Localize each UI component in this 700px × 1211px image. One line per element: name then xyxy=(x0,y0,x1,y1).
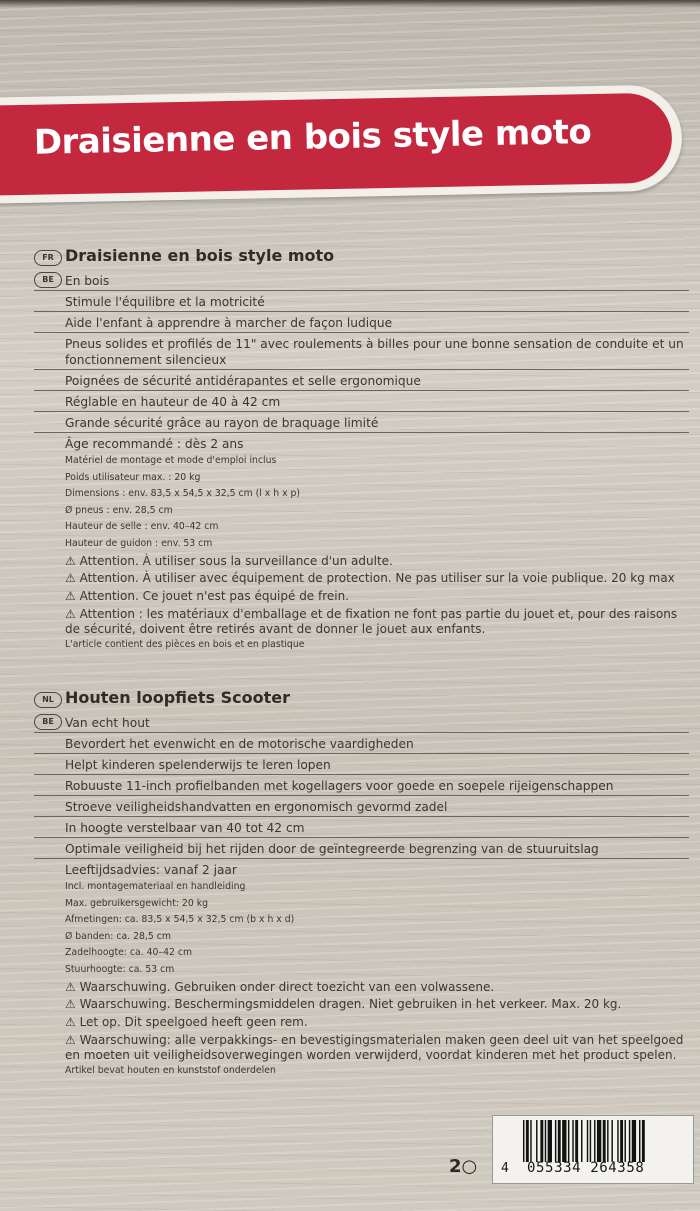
section-fr xyxy=(34,246,689,654)
warning-line: ⚠ Attention. À utiliser sous la surveillance d'un adulte. xyxy=(65,553,393,568)
barcode-bar xyxy=(530,1120,531,1162)
spec-line: Dimensions : env. 83,5 x 54,5 x 32,5 cm (l x h x p) xyxy=(65,488,301,500)
barcode-bar xyxy=(545,1120,546,1162)
feature-line: Âge recommandé : dès 2 ans xyxy=(65,437,244,451)
feature-line: Helpt kinderen spelenderwijs te leren lopen xyxy=(34,754,689,775)
spec-line: Hauteur de guidon : env. 53 cm xyxy=(65,537,213,549)
barcode-bar xyxy=(590,1120,591,1162)
material-note: L'article contient des pièces en bois et en plastique xyxy=(65,639,305,651)
barcode-bar xyxy=(562,1120,566,1162)
warning-line: ⚠ Attention. Ce jouet n'est pas équipé de frein. xyxy=(65,588,350,603)
spec-line: Ø banden: ca. 28,5 cm xyxy=(65,930,171,942)
barcode xyxy=(492,1115,694,1184)
barcode-bar xyxy=(620,1120,623,1162)
barcode-bar xyxy=(575,1120,578,1162)
spec-line: Poids utilisateur max. : 20 kg xyxy=(65,471,201,483)
warning-line: ⚠ Attention : les matériaux d'emballage et de fixation ne font pas partie du jouet et, pour des raisons de sécurité, doivent être retirés avant de donner le jouet aux enfants. xyxy=(65,607,678,637)
barcode-bar xyxy=(523,1120,524,1162)
feature-line: Leeftijdsadvies: vanaf 2 jaar xyxy=(65,863,237,877)
material-note: Artikel bevat houten en kunststof onderdelen xyxy=(65,1065,276,1077)
barcode-bar xyxy=(597,1120,601,1162)
barcode-bar xyxy=(607,1120,608,1162)
recycle-mark: 2○ xyxy=(449,1156,478,1177)
barcode-bar xyxy=(526,1120,529,1162)
barcode-bar xyxy=(555,1120,556,1162)
feature-line: In hoogte verstelbaar van 40 tot 42 cm xyxy=(34,817,689,838)
badge-fr: FR xyxy=(34,250,62,266)
barcode-bar xyxy=(572,1120,573,1162)
feature-line: En bois xyxy=(34,270,689,291)
barcode-bar xyxy=(568,1120,569,1162)
barcode-bar xyxy=(581,1120,582,1162)
feature-line: Réglable en hauteur de 40 à 42 cm xyxy=(34,391,689,412)
warning-line: ⚠ Waarschuwing: alle verpakkings- en bevestigingsmaterialen maken geen deel uit van het speelgoed en moeten uit veiligheidsoverwegingen worden verwijderd, voordat kinderen met het product spelen. xyxy=(65,1033,684,1063)
barcode-bar xyxy=(540,1120,543,1162)
warning-line: ⚠ Let op. Dit speelgoed heeft geen rem. xyxy=(65,1014,308,1029)
badge-nl: NL xyxy=(34,692,62,708)
barcode-bar xyxy=(625,1120,626,1162)
spec-line: Hauteur de selle : env. 40–42 cm xyxy=(65,521,219,533)
feature-line: Stroeve veiligheidshandvatten en ergonomisch gevormd zadel xyxy=(34,796,689,817)
section-nl-heading xyxy=(34,688,689,712)
barcode-bar xyxy=(617,1120,618,1162)
barcode-bar xyxy=(558,1120,561,1162)
barcode-bar xyxy=(594,1120,595,1162)
feature-line: Poignées de sécurité antidérapantes et selle ergonomique xyxy=(34,370,689,391)
list-item xyxy=(34,270,689,291)
title-banner xyxy=(0,84,683,204)
feature-line: Robuuste 11-inch profielbanden met kogellagers voor goede en soepele rijeigenschappen xyxy=(34,775,689,796)
section-fr-heading xyxy=(34,246,689,270)
barcode-bar xyxy=(629,1120,630,1162)
banner-title: Draisienne en bois style moto xyxy=(33,112,592,163)
feature-line: Optimale veiligheid bij het rijden door de geïntegreerde begrenzing van de stuuruitslag xyxy=(34,838,689,859)
barcode-bars xyxy=(523,1120,687,1162)
spec-line: Ø pneus : env. 28,5 cm xyxy=(65,504,173,516)
barcode-bar xyxy=(642,1120,645,1162)
section-fr-title: Draisienne en bois style moto xyxy=(65,246,335,265)
barcode-bar xyxy=(548,1120,552,1162)
warning-line: ⚠ Attention. À utiliser avec équipement de protection. Ne pas utiliser sur la voie publique. 20 kg max xyxy=(65,571,675,586)
spec-line: Matériel de montage et mode d'emploi inclus xyxy=(65,455,277,466)
spec-line: Zadelhoogte: ca. 40–42 cm xyxy=(65,947,193,959)
feature-line: Stimule l'équilibre et la motricité xyxy=(34,291,689,312)
section-nl xyxy=(34,688,689,1080)
warning-line: ⚠ Waarschuwing. Gebruiken onder direct toezicht van een volwassene. xyxy=(65,979,495,994)
barcode-bar xyxy=(632,1120,636,1162)
feature-line: Bevordert het evenwicht en de motorische vaardigheden xyxy=(34,733,689,754)
spec-line: Incl. montagemateriaal en handleiding xyxy=(65,881,246,892)
badge-be: BE xyxy=(34,714,62,730)
badge-be: BE xyxy=(34,272,62,288)
feature-line: Van echt hout xyxy=(34,712,689,733)
barcode-first-digit: 4 xyxy=(501,1161,509,1176)
feature-line: Grande sécurité grâce au rayon de braquage limité xyxy=(34,412,689,433)
feature-line: Aide l'enfant à apprendre à marcher de façon ludique xyxy=(34,312,689,333)
barcode-bar xyxy=(603,1120,606,1162)
section-nl-title: Houten loopfiets Scooter xyxy=(65,688,290,707)
feature-line: Pneus solides et profilés de 11" avec roulements à billes pour une bonne sensation de conduite et un fonctionnement silencieux xyxy=(34,333,689,370)
barcode-bar xyxy=(587,1120,588,1162)
spec-line: Stuurhoogte: ca. 53 cm xyxy=(65,963,175,975)
barcode-bar xyxy=(611,1120,612,1162)
barcode-bar xyxy=(536,1120,537,1162)
list-item xyxy=(34,712,689,733)
spec-line: Max. gebruikersgewicht: 20 kg xyxy=(65,897,209,909)
spec-line: Afmetingen: ca. 83,5 x 54,5 x 32,5 cm (b x h x d) xyxy=(65,914,295,926)
title-banner-fill xyxy=(0,93,673,196)
box-top-edge xyxy=(0,0,700,8)
barcode-bar xyxy=(639,1120,640,1162)
barcode-digits: 055334 264358 xyxy=(527,1160,645,1176)
warning-line: ⚠ Waarschuwing. Beschermingsmiddelen dragen. Niet gebruiken in het verkeer. Max. 20 kg. xyxy=(65,997,622,1012)
